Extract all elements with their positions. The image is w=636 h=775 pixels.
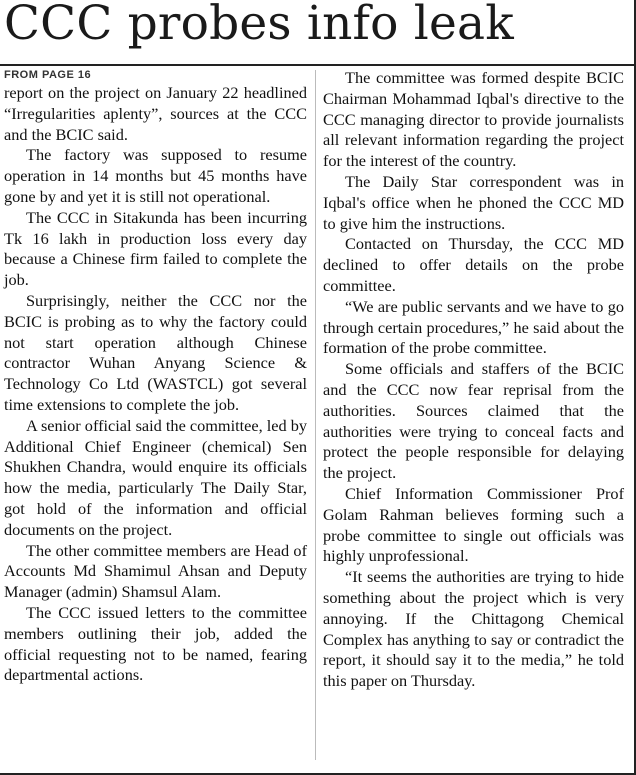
right-column bbox=[323, 68, 624, 692]
paragraph: The Daily Star correspondent was in Iqbal's office when he phoned the CCC MD to give him the instructions. bbox=[323, 171, 624, 233]
headline-rule bbox=[0, 64, 636, 66]
paragraph: Surprisingly, neither the CCC nor the BCIC is probing as to why the factory could not start operation although Chinese contractor Wuhan Anyang Science & Technology Co Ltd (WASTCL) got several time extensions to complete the job. bbox=[4, 290, 307, 414]
paragraph: Chief Information Commissioner Prof Golam Rahman believes forming such a probe committee to single out officials was highly unprofessional. bbox=[323, 483, 624, 566]
paragraph: The factory was supposed to resume operation in 14 months but 45 months have gone by and yet it is still not operational. bbox=[4, 145, 307, 206]
paragraph: The other committee members are Head of Accounts Md Shamimul Ahsan and Deputy Manager (admin) Shamsul Alam. bbox=[4, 540, 307, 602]
paragraph: The CCC in Sitakunda has been incurring Tk 16 lakh in production loss every day because a Chinese firm failed to complete the job. bbox=[4, 207, 307, 290]
paragraph: Contacted on Thursday, the CCC MD declined to offer details on the probe committee. bbox=[323, 234, 624, 295]
column-divider bbox=[315, 70, 316, 760]
paragraph: “We are public servants and we have to go through certain procedures,” he said about the formation of the probe committee. bbox=[323, 296, 624, 358]
continued-from-label: FROM PAGE 16 bbox=[4, 69, 92, 81]
left-column bbox=[4, 68, 307, 686]
paragraph: Some officials and staffers of the BCIC and the CCC now fear reprisal from the authorities. Sources claimed that the authorities were trying to conceal facts and protect the people responsible for delaying the project. bbox=[323, 359, 624, 483]
paragraph: “It seems the authorities are trying to hide something about the project which is very annoying. If the Chittagong Chemical Complex has anything to say or contradict the report, it should say it to the media,” he told this paper on Thursday. bbox=[323, 567, 624, 691]
paragraph: report on the project on January 22 headlined “Irregularities aplenty”, sources at the CCC and the BCIC said. bbox=[4, 83, 307, 144]
paragraph: The committee was formed despite BCIC Chairman Mohammad Iqbal's directive to the CCC managing director to provide journalists all relevant information regarding the project for the interest of the country. bbox=[323, 68, 624, 171]
headline: CCC probes info leak bbox=[4, 0, 514, 51]
paragraph: A senior official said the committee, led by Additional Chief Engineer (chemical) Sen Shukhen Chandra, would enquire its officials how the media, particularly The Daily Star, got hold of the information and official documents on the project. bbox=[4, 415, 307, 539]
paragraph: The CCC issued letters to the committee members outlining their job, added the official requesting not to be named, fearing departmental actions. bbox=[4, 602, 307, 685]
